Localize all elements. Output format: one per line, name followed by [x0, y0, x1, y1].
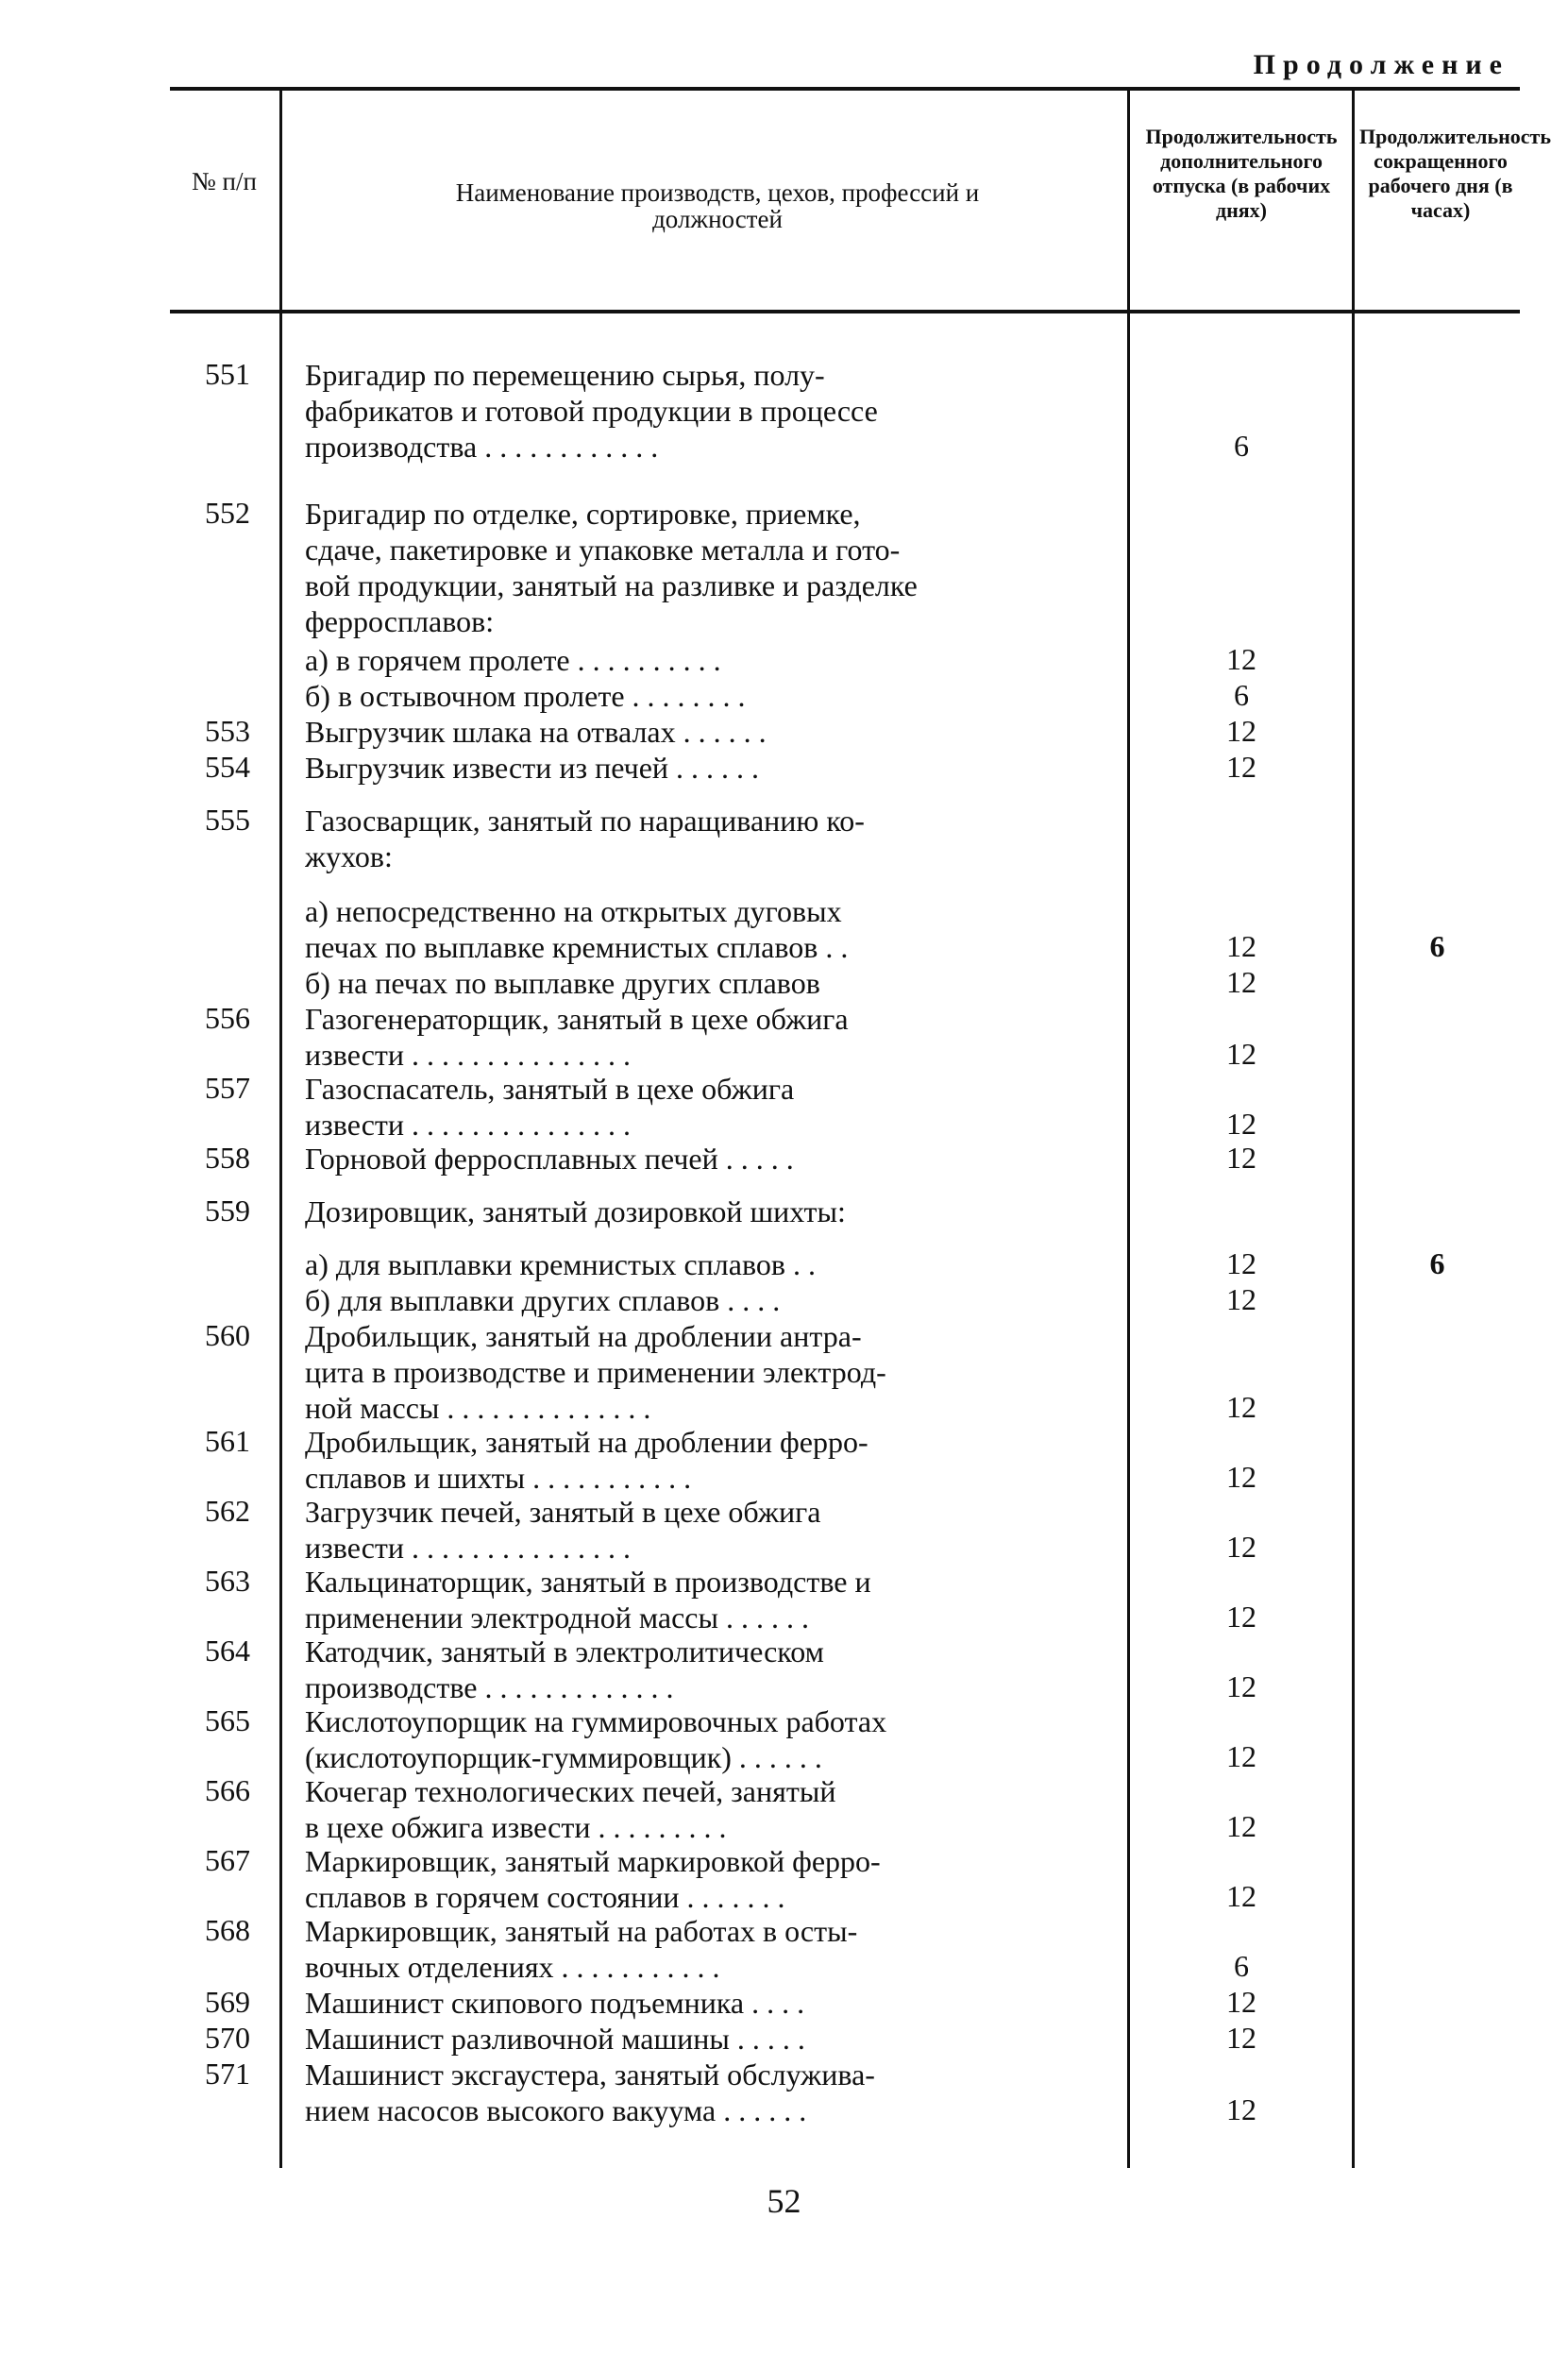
- row-description: [305, 678, 1112, 714]
- row-description: [305, 496, 1112, 639]
- description-line: Дробильщик, занятый на дроблении антра-: [305, 1319, 862, 1353]
- description-line: печах по выплавке кремнистых сплавов . .: [305, 930, 849, 964]
- description-line: Газоспасатель, занятый в цехе обжига: [305, 1072, 795, 1106]
- row-description: [305, 965, 1112, 1001]
- description-line: Маркировщик, занятый маркировкой ферро-: [305, 1844, 881, 1878]
- header-vacation: Продолжительность дополнительного отпуска (в рабочих днях): [1145, 125, 1338, 222]
- vacation-days-value: 12: [1226, 1390, 1256, 1424]
- table-top-rule: [170, 87, 1520, 91]
- description-line: б) для выплавки других сплавов . . . .: [305, 1283, 781, 1317]
- description-line: фабрикатов и готовой продукции в процессе: [305, 394, 878, 428]
- description-line: Бригадир по отделке, сортировке, приемке,: [305, 497, 861, 531]
- page-number: 52: [767, 2182, 801, 2220]
- row-number: 561: [205, 1424, 250, 1458]
- row-description: [305, 1071, 1112, 1143]
- description-line: Машинист эксгаустера, занятый обслужива-: [305, 2058, 875, 2092]
- row-description: [305, 714, 1112, 750]
- vacation-days-value: 12: [1226, 1107, 1256, 1141]
- header-bottom-rule: [170, 310, 1520, 313]
- description-line: Кислотоупорщик на гуммировочных работах: [305, 1704, 887, 1738]
- description-line: производстве . . . . . . . . . . . . .: [305, 1670, 674, 1704]
- continuation-label: Продолжение: [1253, 49, 1509, 80]
- shortday-hours-value: 6: [1429, 929, 1445, 963]
- description-line: вочных отделениях . . . . . . . . . . .: [305, 1950, 720, 1984]
- vacation-days-value: 12: [1226, 1282, 1256, 1316]
- row-description: [305, 1194, 1112, 1229]
- row-description: [305, 1424, 1112, 1496]
- row-description: [305, 1985, 1112, 2021]
- description-line: применении электродной массы . . . . . .: [305, 1600, 809, 1634]
- vacation-days-value: 12: [1226, 2092, 1256, 2126]
- description-line: Кочегар технологических печей, занятый: [305, 1774, 836, 1808]
- description-line: Горновой ферросплавных печей . . . . .: [305, 1142, 794, 1176]
- row-description: [305, 1634, 1112, 1705]
- header-name: Наименование производств, цехов, профессий и должностей: [455, 178, 980, 233]
- description-line: Кальцинаторщик, занятый в производстве и: [305, 1565, 871, 1599]
- description-line: вой продукции, занятый на разливке и разделке: [305, 568, 918, 602]
- vacation-days-value: 12: [1226, 1739, 1256, 1773]
- row-number: 559: [205, 1194, 250, 1228]
- row-description: [305, 1318, 1112, 1426]
- row-number: 571: [205, 2057, 250, 2091]
- row-description: [305, 1001, 1112, 1073]
- row-number: 569: [205, 1985, 250, 2019]
- description-line: Газогенераторщик, занятый в цехе обжига: [305, 1002, 849, 1036]
- row-number: 564: [205, 1634, 250, 1668]
- description-line: б) в остывочном пролете . . . . . . . .: [305, 679, 746, 713]
- row-description: [305, 750, 1112, 786]
- row-number: 566: [205, 1773, 250, 1807]
- vacation-days-value: 6: [1234, 429, 1249, 463]
- row-number: 558: [205, 1141, 250, 1175]
- description-line: жухов:: [305, 839, 393, 873]
- description-line: Катодчик, занятый в электролитическом: [305, 1634, 824, 1668]
- description-line: сдаче, пакетировке и упаковке металла и гото-: [305, 533, 901, 567]
- vacation-days-value: 12: [1226, 642, 1256, 676]
- vacation-days-value: 12: [1226, 929, 1256, 963]
- description-line: б) на печах по выплавке других сплавов: [305, 966, 820, 1000]
- description-line: Машинист разливочной машины . . . . .: [305, 2022, 805, 2056]
- description-line: а) в горячем пролете . . . . . . . . . .: [305, 643, 721, 677]
- row-description: [305, 1141, 1112, 1177]
- description-line: производства . . . . . . . . . . . .: [305, 430, 659, 464]
- description-line: Выгрузчик извести из печей . . . . . .: [305, 751, 760, 785]
- description-line: Маркировщик, занятый на работах в осты-: [305, 1914, 858, 1948]
- row-number: 555: [205, 803, 250, 837]
- description-line: ной массы . . . . . . . . . . . . . .: [305, 1391, 651, 1425]
- vacation-days-value: 12: [1226, 750, 1256, 784]
- row-description: [305, 2021, 1112, 2057]
- description-line: Дробильщик, занятый на дроблении ферро-: [305, 1425, 868, 1459]
- vacation-days-value: 6: [1234, 678, 1249, 712]
- row-number: 554: [205, 750, 250, 784]
- vacation-days-value: 12: [1226, 714, 1256, 748]
- vacation-days-value: 12: [1226, 1037, 1256, 1071]
- vacation-days-value: 12: [1226, 965, 1256, 999]
- row-description: [305, 803, 1112, 874]
- row-number: 552: [205, 496, 250, 530]
- row-description: [305, 1282, 1112, 1318]
- description-line: Загрузчик печей, занятый в цехе обжига: [305, 1495, 821, 1529]
- row-description: [305, 2057, 1112, 2128]
- row-description: [305, 357, 1112, 465]
- row-number: 560: [205, 1318, 250, 1352]
- description-line: а) непосредственно на открытых дуговых: [305, 894, 842, 928]
- vacation-days-value: 12: [1226, 1879, 1256, 1913]
- description-line: цита в производстве и применении электрод-: [305, 1355, 886, 1389]
- description-line: сплавов в горячем состоянии . . . . . . .: [305, 1880, 785, 1914]
- row-description: [305, 893, 1112, 965]
- row-number: 563: [205, 1564, 250, 1598]
- description-line: а) для выплавки кремнистых сплавов . .: [305, 1247, 816, 1281]
- vacation-days-value: 12: [1226, 1530, 1256, 1564]
- shortday-hours-value: 6: [1429, 1246, 1445, 1280]
- description-line: извести . . . . . . . . . . . . . . .: [305, 1108, 631, 1142]
- row-description: [305, 1773, 1112, 1845]
- row-number: 567: [205, 1843, 250, 1877]
- description-line: извести . . . . . . . . . . . . . . .: [305, 1038, 631, 1072]
- row-number: 551: [205, 357, 250, 391]
- description-line: сплавов и шихты . . . . . . . . . . .: [305, 1461, 692, 1495]
- description-line: ферросплавов:: [305, 604, 495, 638]
- vacation-days-value: 12: [1226, 1246, 1256, 1280]
- column-divider-2: [1127, 91, 1130, 2168]
- row-description: [305, 1843, 1112, 1915]
- vacation-days-value: 12: [1226, 1460, 1256, 1494]
- row-description: [305, 1494, 1112, 1566]
- row-description: [305, 1703, 1112, 1775]
- description-line: в цехе обжига извести . . . . . . . . .: [305, 1810, 727, 1844]
- row-number: 570: [205, 2021, 250, 2055]
- row-description: [305, 1913, 1112, 1985]
- description-line: нием насосов высокого вакуума . . . . . .: [305, 2093, 807, 2127]
- vacation-days-value: 12: [1226, 1669, 1256, 1703]
- vacation-days-value: 12: [1226, 1141, 1256, 1175]
- vacation-days-value: 12: [1226, 2021, 1256, 2055]
- description-line: Выгрузчик шлака на отвалах . . . . . .: [305, 715, 767, 749]
- row-number: 557: [205, 1071, 250, 1105]
- column-divider-3: [1352, 91, 1355, 2168]
- description-line: Газосварщик, занятый по наращиванию ко-: [305, 804, 865, 838]
- description-line: Бригадир по перемещению сырья, полу-: [305, 358, 825, 392]
- column-divider-1: [279, 91, 282, 2168]
- row-number: 565: [205, 1703, 250, 1737]
- row-number: 553: [205, 714, 250, 748]
- header-num: № п/п: [192, 167, 257, 195]
- description-line: (кислотоупорщик-гуммировщик) . . . . . .: [305, 1740, 822, 1774]
- vacation-days-value: 12: [1226, 1600, 1256, 1634]
- vacation-days-value: 12: [1226, 1809, 1256, 1843]
- vacation-days-value: 12: [1226, 1985, 1256, 2019]
- row-number: 556: [205, 1001, 250, 1035]
- row-description: [305, 1564, 1112, 1635]
- description-line: Дозировщик, занятый дозировкой шихты:: [305, 1194, 846, 1228]
- description-line: Машинист скипового подъемника . . . .: [305, 1986, 805, 2020]
- row-number: 562: [205, 1494, 250, 1528]
- row-number: 568: [205, 1913, 250, 1947]
- row-description: [305, 1246, 1112, 1282]
- vacation-days-value: 6: [1234, 1949, 1249, 1983]
- row-description: [305, 642, 1112, 678]
- header-shortday: Продолжительность сокращенного рабочего дня (в часах): [1359, 125, 1551, 222]
- description-line: извести . . . . . . . . . . . . . . .: [305, 1531, 631, 1565]
